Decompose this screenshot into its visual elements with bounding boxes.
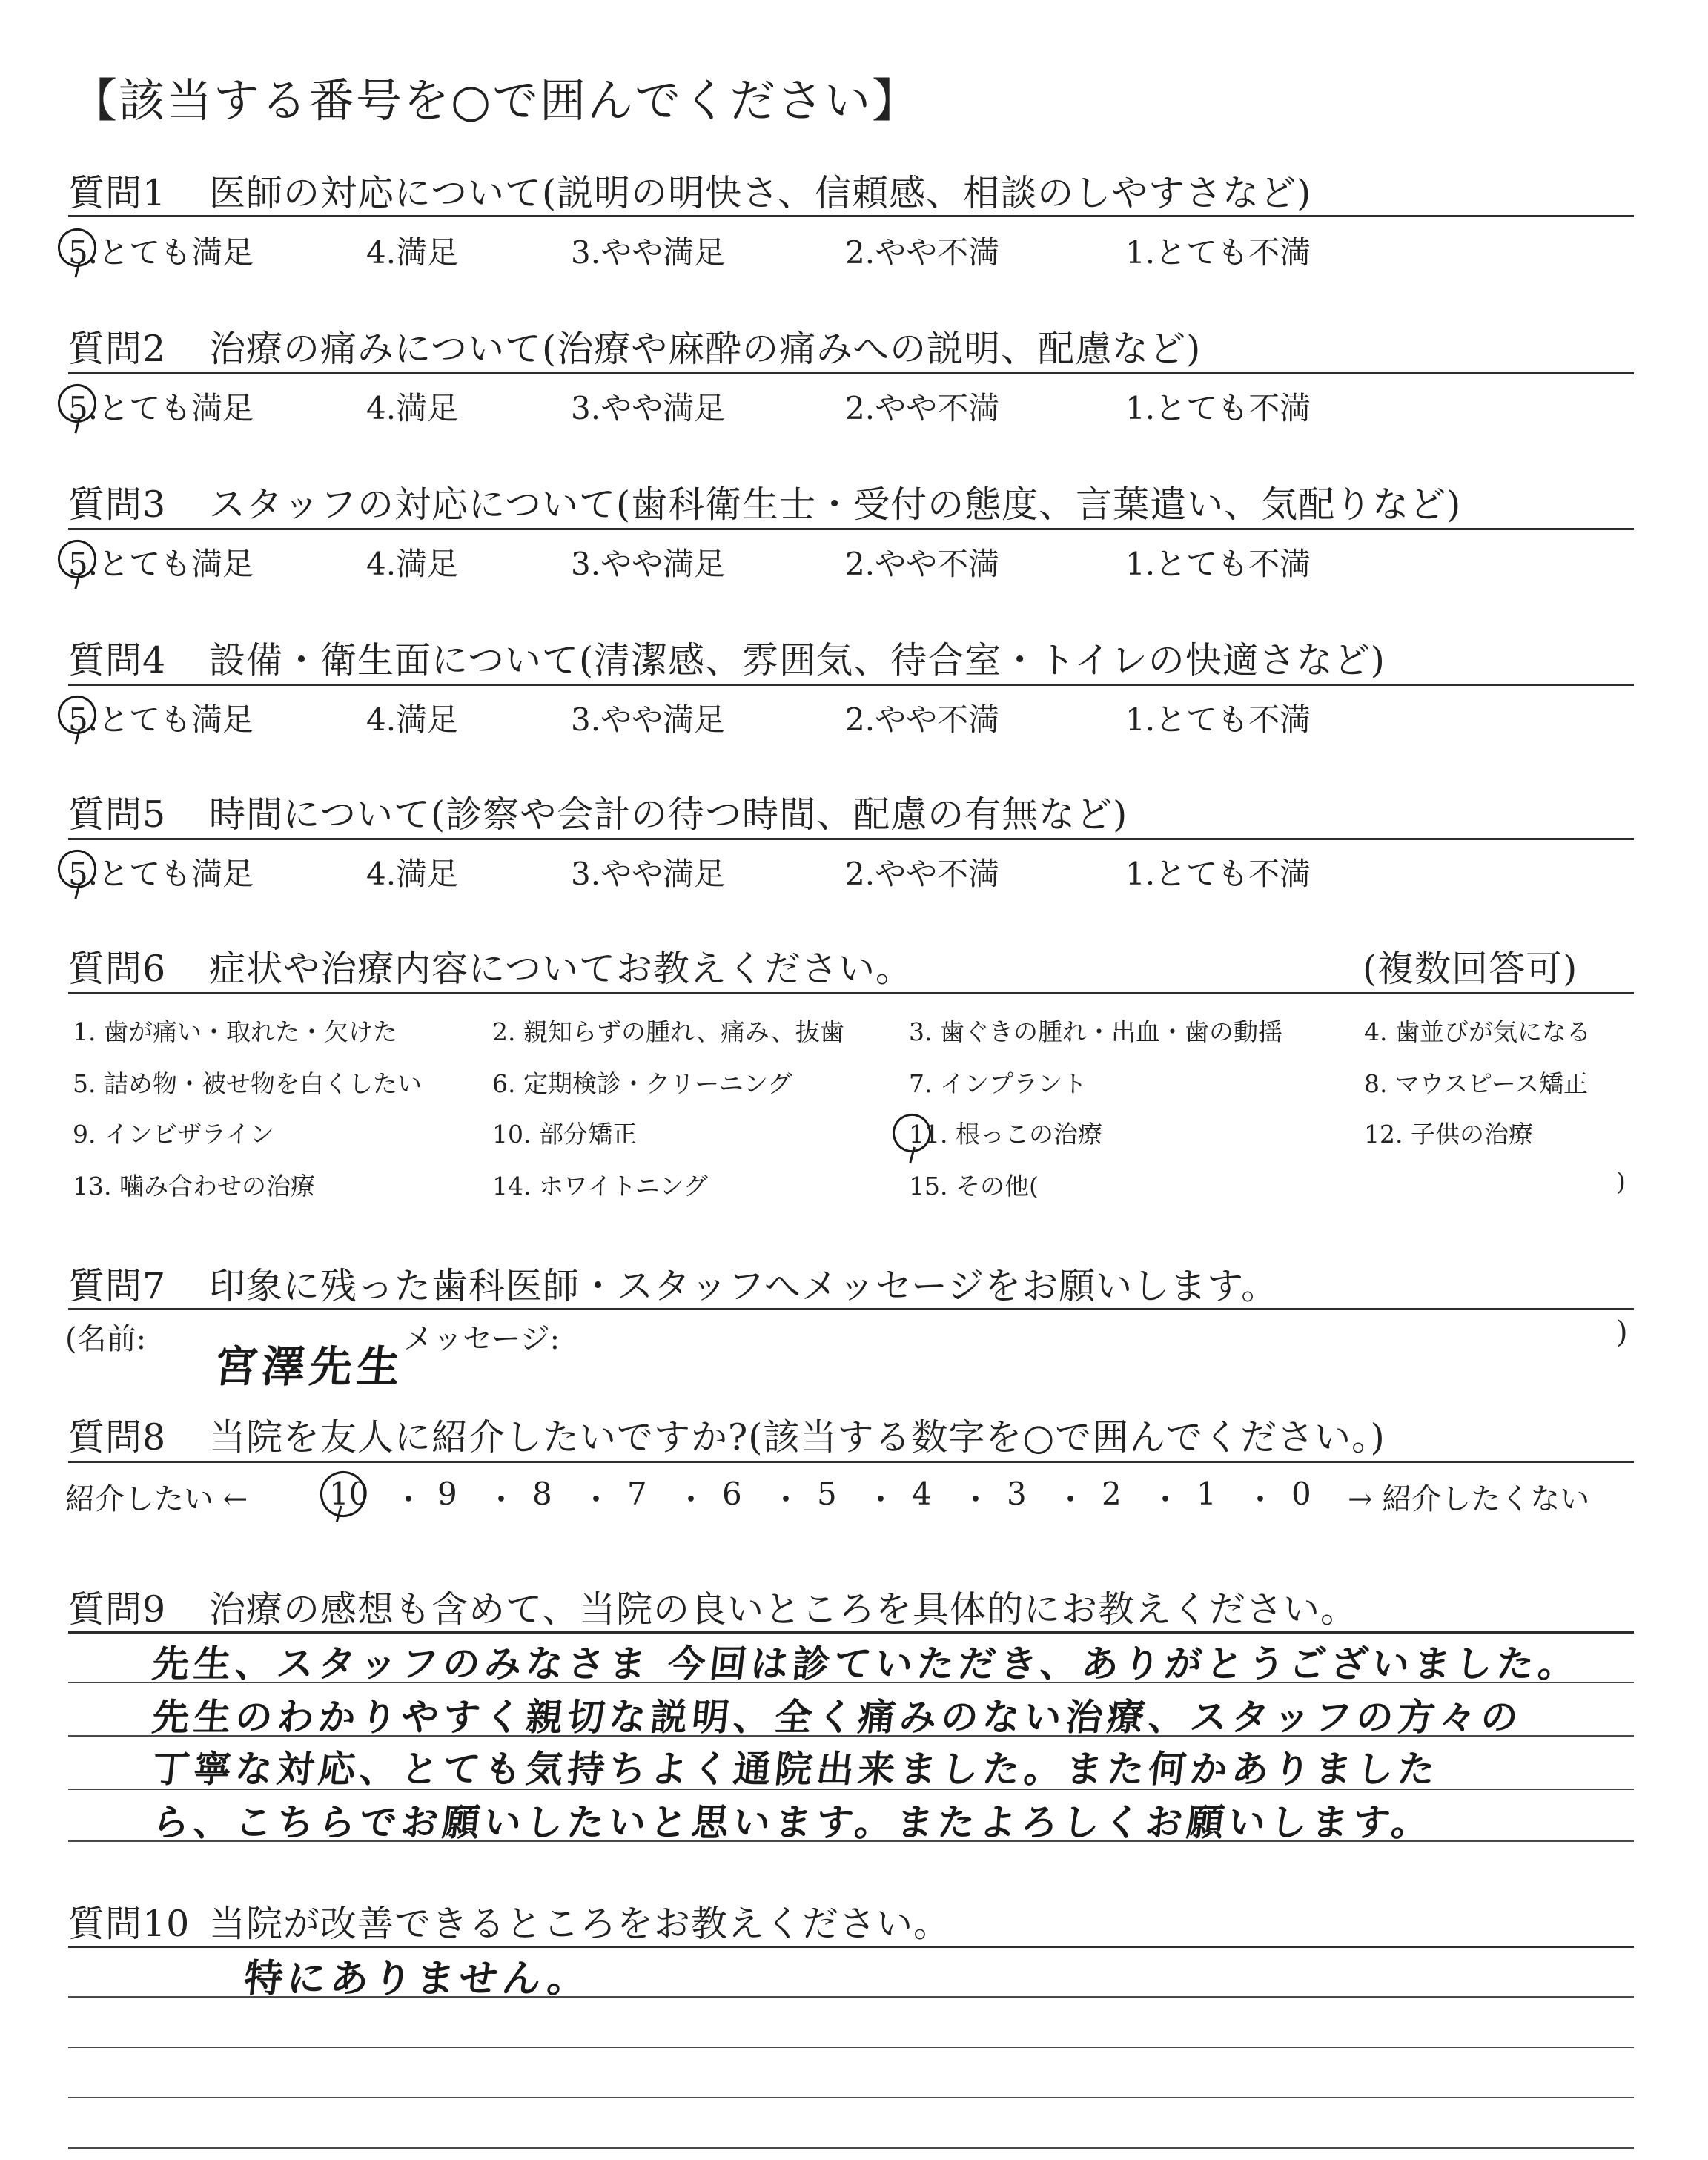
rating-option-3[interactable]: 3.やや満足	[571, 701, 726, 738]
symptom-option-4[interactable]: 4. 歯並びが気になる	[1364, 1017, 1591, 1046]
rating-option-2[interactable]: 2.やや不満	[845, 390, 1000, 426]
scale-4[interactable]: 4	[912, 1476, 932, 1512]
answer-line-1[interactable]: 先生、スタッフのみなさま 今回は診ていただき、ありがとうございました。	[150, 1642, 1583, 1685]
rating-option-3[interactable]: 3.やや満足	[571, 856, 726, 892]
rating-option-1[interactable]: 1.とても不満	[1125, 546, 1311, 582]
question-text: 当院が改善できるところをお教えください。	[209, 1903, 951, 1945]
question-tag: 質問7	[68, 1265, 167, 1307]
message-close-paren: )	[1616, 1315, 1628, 1350]
rating-option-2[interactable]: 2.やや不満	[845, 546, 1000, 582]
question-tag: 質問9	[68, 1588, 167, 1631]
scale-dot: ・	[1245, 1482, 1277, 1518]
question-tag: 質問1	[68, 172, 167, 214]
scale-dot: ・	[960, 1482, 992, 1518]
question-tag: 質問3	[68, 483, 167, 526]
question-text: 治療の痛みについて(治療や麻酔の痛みへの説明、配慮など)	[209, 328, 1202, 370]
scale-2[interactable]: 2	[1102, 1476, 1122, 1512]
message-label: メッセージ:	[403, 1322, 560, 1356]
symptom-option-7[interactable]: 7. インプラント	[909, 1069, 1087, 1098]
other-close-paren: )	[1616, 1167, 1626, 1196]
scale-dot: ・	[486, 1482, 517, 1518]
scale-dot: ・	[770, 1482, 802, 1518]
recommend-right-label: → 紹介したくない	[1348, 1482, 1590, 1516]
multiple-answer-note: (複数回答可)	[1363, 948, 1578, 990]
question-tag: 質問2	[68, 328, 167, 370]
selection-circle-mark	[314, 1464, 372, 1523]
rating-option-1[interactable]: 1.とても不満	[1125, 390, 1311, 426]
question-tag: 質問6	[68, 948, 167, 990]
symptom-option-3[interactable]: 3. 歯ぐきの腫れ・出血・歯の動揺	[909, 1017, 1282, 1046]
rating-option-4[interactable]: 4.満足	[366, 390, 459, 426]
scale-dot: ・	[865, 1482, 897, 1518]
rating-option-5[interactable]: 5.とても満足	[68, 546, 254, 582]
form-header: 【該当する番号を○で囲んでください】	[71, 73, 920, 128]
question-tag: 質問5	[68, 793, 167, 836]
scale-1[interactable]: 1	[1196, 1476, 1217, 1512]
recommend-left-label: 紹介したい ←	[65, 1482, 248, 1516]
rating-option-3[interactable]: 3.やや満足	[571, 390, 726, 426]
answer-line-3[interactable]: 丁寧な対応、とても気持ちよく通院出来ました。また何かありました	[150, 1748, 1442, 1791]
scale-6[interactable]: 6	[722, 1476, 742, 1512]
scale-dot: ・	[393, 1482, 425, 1518]
symptom-option-14[interactable]: 14. ホワイトニング	[492, 1172, 709, 1200]
symptom-option-2[interactable]: 2. 親知らずの腫れ、痛み、抜歯	[492, 1017, 844, 1046]
rating-option-4[interactable]: 4.満足	[366, 546, 459, 582]
name-answer-handwritten[interactable]: 宮澤先生	[211, 1341, 408, 1392]
scale-dot: ・	[675, 1482, 707, 1518]
scale-10[interactable]: 10	[329, 1476, 369, 1512]
question-text: 当院を友人に紹介したいですか?(該当する数字を○で囲んでください。)	[209, 1416, 1386, 1459]
scale-8[interactable]: 8	[532, 1476, 552, 1512]
symptom-option-9[interactable]: 9. インビザライン	[73, 1120, 274, 1149]
name-label: (名前:	[65, 1322, 147, 1356]
symptom-option-6[interactable]: 6. 定期検診・クリーニング	[492, 1069, 792, 1098]
symptom-option-5[interactable]: 5. 詰め物・被せ物を白くしたい	[73, 1069, 422, 1098]
rating-option-3[interactable]: 3.やや満足	[571, 234, 726, 271]
scale-9[interactable]: 9	[437, 1476, 457, 1512]
question-text: 時間について(診察や会計の待つ時間、配慮の有無など)	[209, 793, 1128, 836]
question-tag: 質問4	[68, 639, 167, 681]
symptom-option-10[interactable]: 10. 部分矯正	[492, 1120, 637, 1149]
scale-dot: ・	[580, 1482, 612, 1518]
rating-option-2[interactable]: 2.やや不満	[845, 234, 1000, 271]
rating-option-5[interactable]: 5.とても満足	[68, 856, 254, 892]
scale-3[interactable]: 3	[1007, 1476, 1027, 1512]
question-text: 設備・衛生面について(清潔感、雰囲気、待合室・トイレの快適さなど)	[209, 639, 1386, 681]
scale-dot: ・	[1150, 1482, 1182, 1518]
symptom-option-12[interactable]: 12. 子供の治療	[1364, 1120, 1533, 1149]
symptom-option-1[interactable]: 1. 歯が痛い・取れた・欠けた	[73, 1017, 397, 1046]
rating-option-5[interactable]: 5.とても満足	[68, 390, 254, 426]
scale-7[interactable]: 7	[627, 1476, 647, 1512]
question-text: 医師の対応について(説明の明快さ、信頼感、相談のしやすさなど)	[209, 172, 1312, 214]
symptom-option-15[interactable]: 15. その他(	[909, 1172, 1039, 1200]
question-text: 印象に残った歯科医師・スタッフへメッセージをお願いします。	[209, 1265, 1279, 1307]
rating-option-1[interactable]: 1.とても不満	[1125, 701, 1311, 738]
rating-option-5[interactable]: 5.とても満足	[68, 701, 254, 738]
question-tag: 質問8	[68, 1416, 167, 1459]
question-text: 治療の感想も含めて、当院の良いところを具体的にお教えください。	[209, 1588, 1358, 1631]
rating-option-1[interactable]: 1.とても不満	[1125, 234, 1311, 271]
rating-option-2[interactable]: 2.やや不満	[845, 856, 1000, 892]
symptom-option-13[interactable]: 13. 噛み合わせの治療	[73, 1172, 315, 1200]
scale-dot: ・	[1055, 1482, 1087, 1518]
rating-option-4[interactable]: 4.満足	[366, 234, 459, 271]
scale-5[interactable]: 5	[817, 1476, 837, 1512]
rating-option-2[interactable]: 2.やや不満	[845, 701, 1000, 738]
rating-option-4[interactable]: 4.満足	[366, 701, 459, 738]
answer-line-2[interactable]: 先生のわかりやすく親切な説明、全く痛みのない治療、スタッフの方々の	[150, 1696, 1525, 1739]
improvement-answer[interactable]: 特にありません。	[242, 1957, 593, 2001]
rating-option-3[interactable]: 3.やや満足	[571, 546, 726, 582]
question-text: スタッフの対応について(歯科衛生士・受付の態度、言葉遣い、気配りなど)	[209, 483, 1462, 526]
rating-option-4[interactable]: 4.満足	[366, 856, 459, 892]
symptom-option-8[interactable]: 8. マウスピース矯正	[1364, 1069, 1589, 1098]
rating-option-1[interactable]: 1.とても不満	[1125, 856, 1311, 892]
answer-line-4[interactable]: ら、こちらでお願いしたいと思います。またよろしくお願いします。	[150, 1801, 1436, 1844]
rating-option-5[interactable]: 5.とても満足	[68, 234, 254, 271]
symptom-option-11[interactable]: 11. 根っこの治療	[909, 1120, 1102, 1149]
scale-0[interactable]: 0	[1291, 1476, 1311, 1512]
question-tag: 質問10	[68, 1903, 191, 1945]
question-text: 症状や治療内容についてお教えください。	[209, 948, 913, 990]
